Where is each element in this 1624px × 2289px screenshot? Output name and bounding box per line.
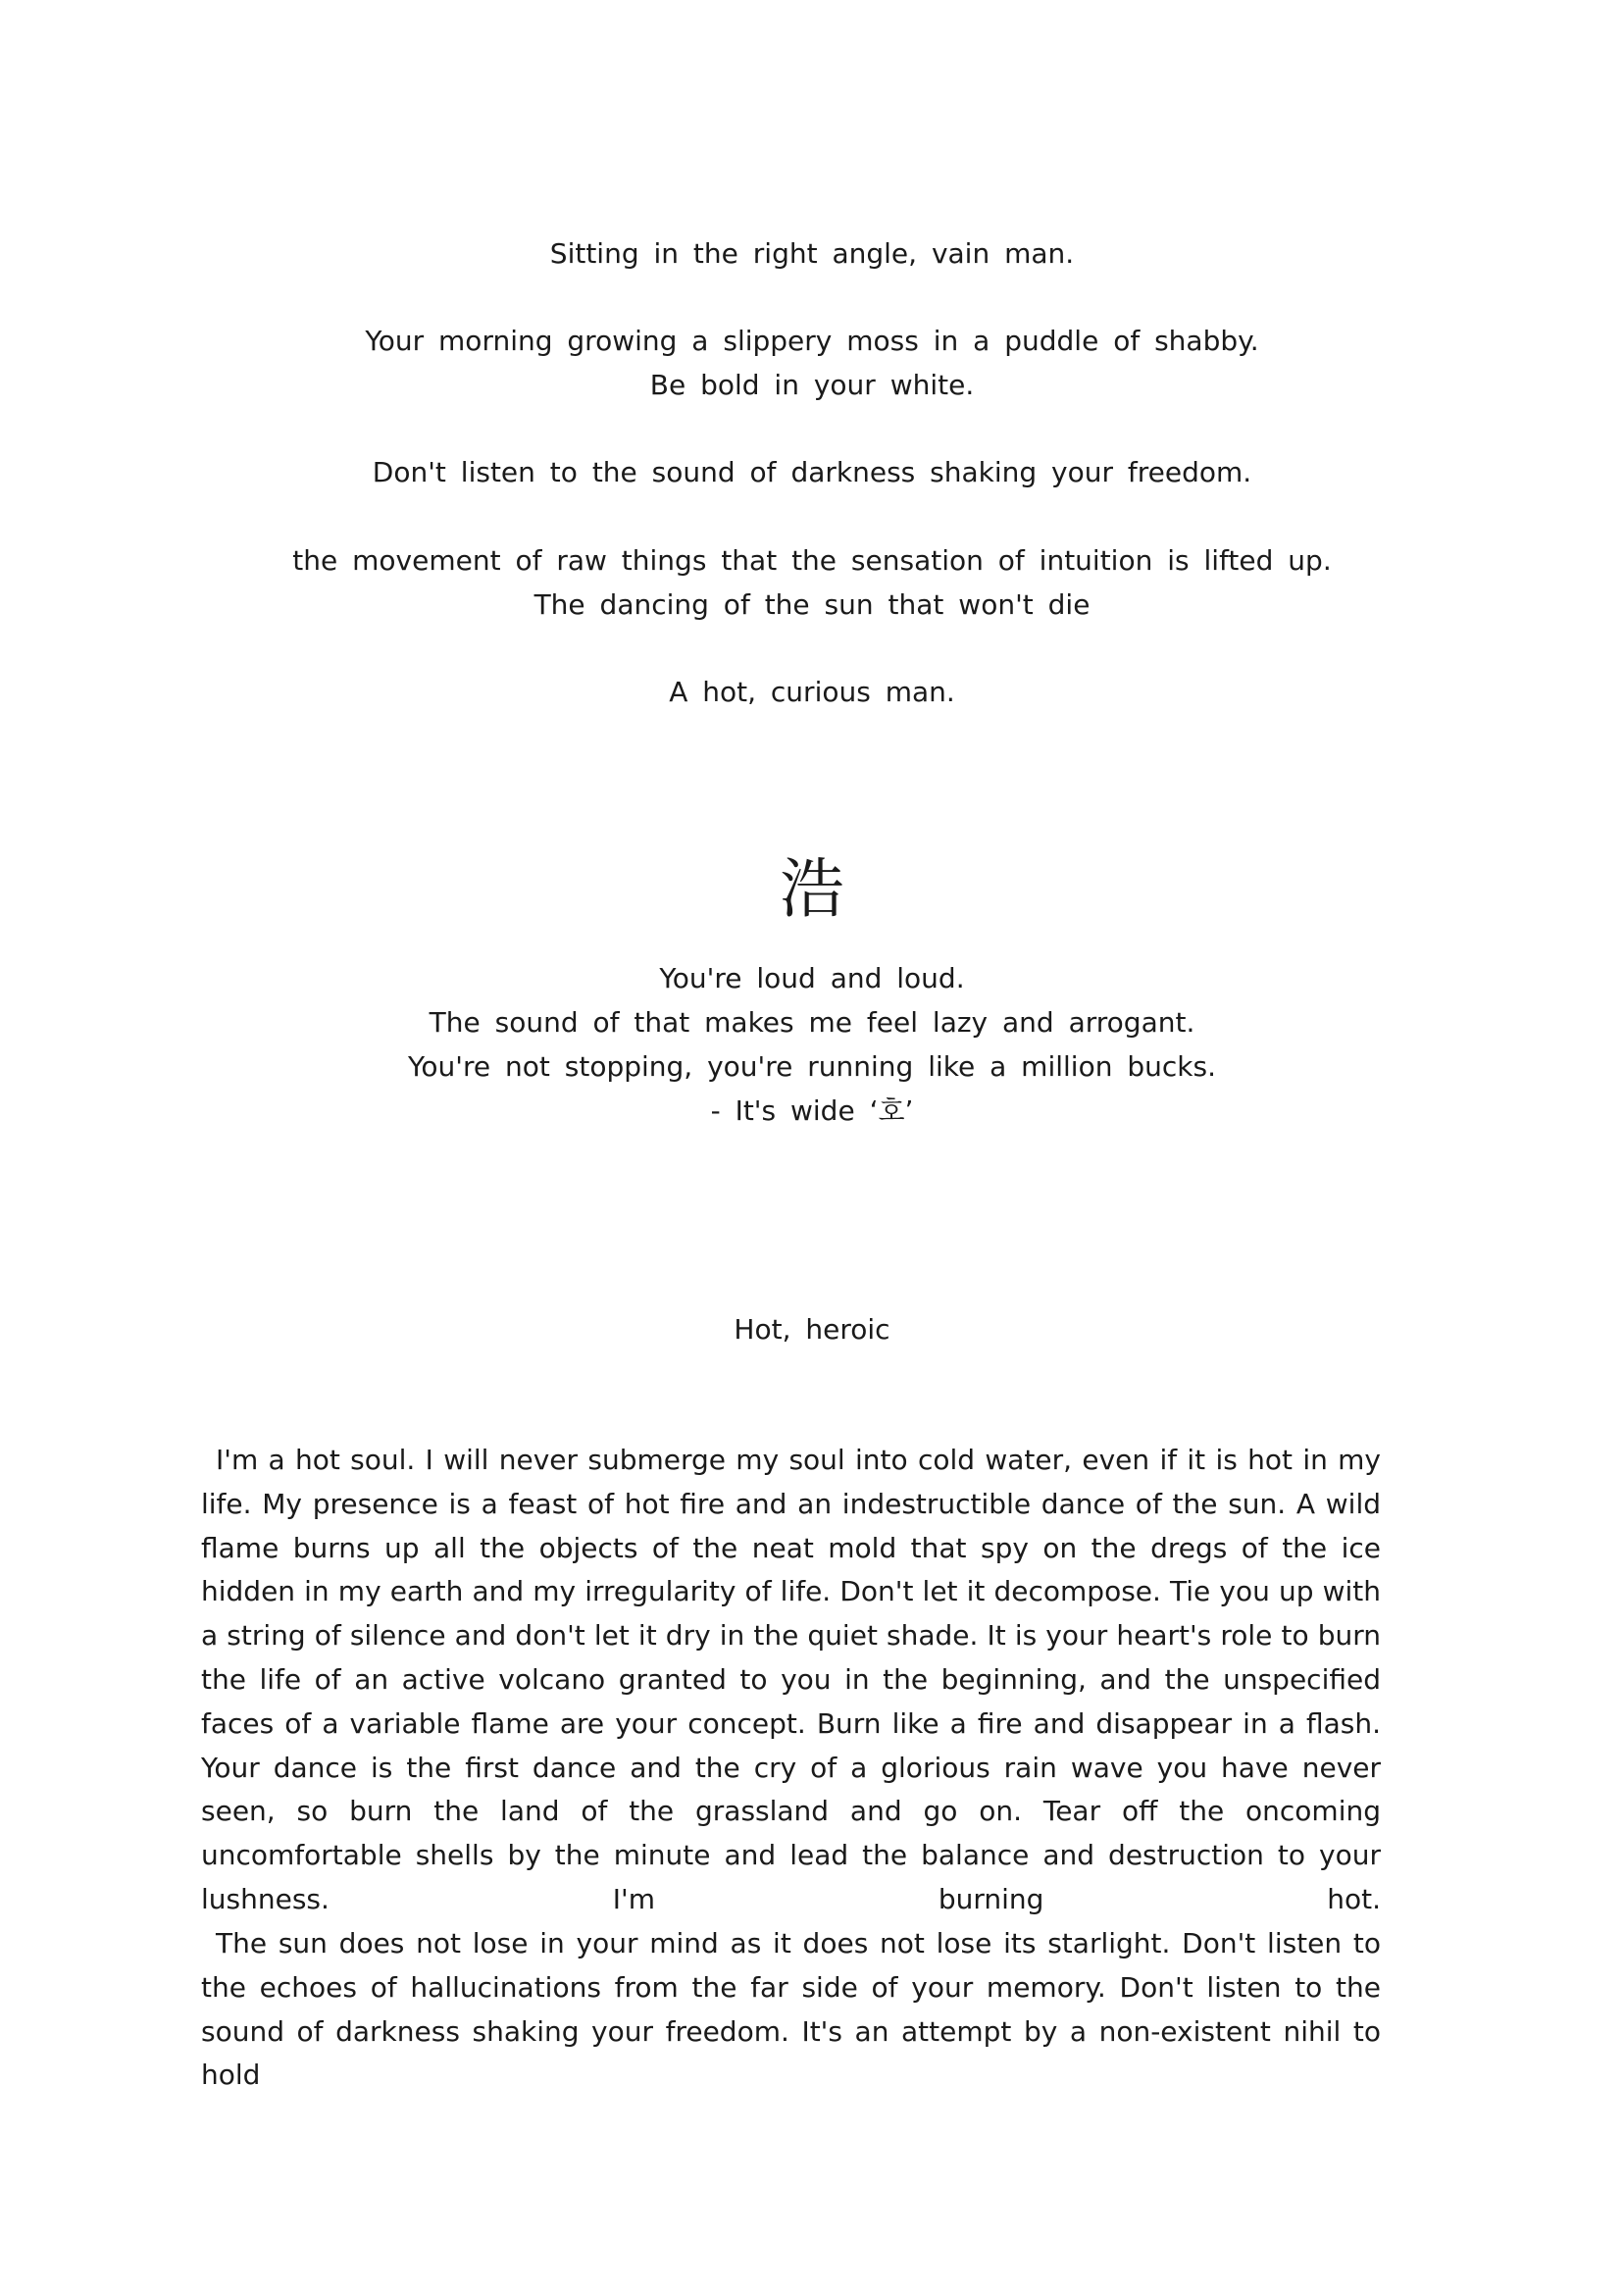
essay-paragraph-1: I'm a hot soul. I will never submerge my soul into cold water, even if it is hot in my life. My presence is a feast of hot fire and an indestructible dance of the sun. A wild flame burns up all the objects of the neat mold that spy on the dregs of the ice hidden in my earth and my irregularity of life. Don't let it decompose. Tie you up with a string of silence and don't let it dry in the quiet shade. It is your heart's role to burn the life of an active volcano granted to you in the beginning, and the unspecified faces of a variable flame are your concept. Burn like a fire and disappear in a flash. Your dance is the first dance and the cry of a glorious rain wave you have never seen, so burn the land of the grassland and go on. Tear off the oncoming uncomfortable shells by the minute and lead the balance and destruction to your lushness. I'm burning hot. (201, 1444, 1381, 1915)
poem-line-6: The dancing of the sun that won't die (533, 588, 1091, 621)
essay-paragraph-2: The sun does not lose in your mind as it does not lose its starlight. Don't listen to the echoes of hallucinations from the far side of your memory. Don't listen to the sound of darkness shaking your freedom. It's an attempt by a non-existent nihil to hold (201, 1927, 1381, 2092)
poem-line-1: Sitting in the right angle, vain man. (549, 237, 1075, 270)
hanja-line-4: - It's wide ‘호’ (710, 1094, 914, 1127)
poem-line-3: Be bold in your white. (649, 369, 975, 401)
poem-line-4: Don't listen to the sound of darkness shaking your freedom. (372, 456, 1252, 488)
essay-title: Hot, heroic (734, 1313, 890, 1346)
hanja-line-1: You're loud and loud. (659, 962, 965, 994)
poem-line-5: the movement of raw things that the sensation of intuition is lifted up. (292, 544, 1332, 577)
poem-line-2: Your morning growing a slippery moss in a puddle of shabby. (365, 325, 1259, 357)
poem-line-7: A hot, curious man. (669, 676, 955, 708)
hanja-heading: 浩 (780, 851, 844, 927)
hanja-line-2: The sound of that makes me feel lazy and arrogant. (429, 1006, 1195, 1039)
hanja-line-3: You're not stopping, you're running like a million bucks. (408, 1050, 1216, 1083)
